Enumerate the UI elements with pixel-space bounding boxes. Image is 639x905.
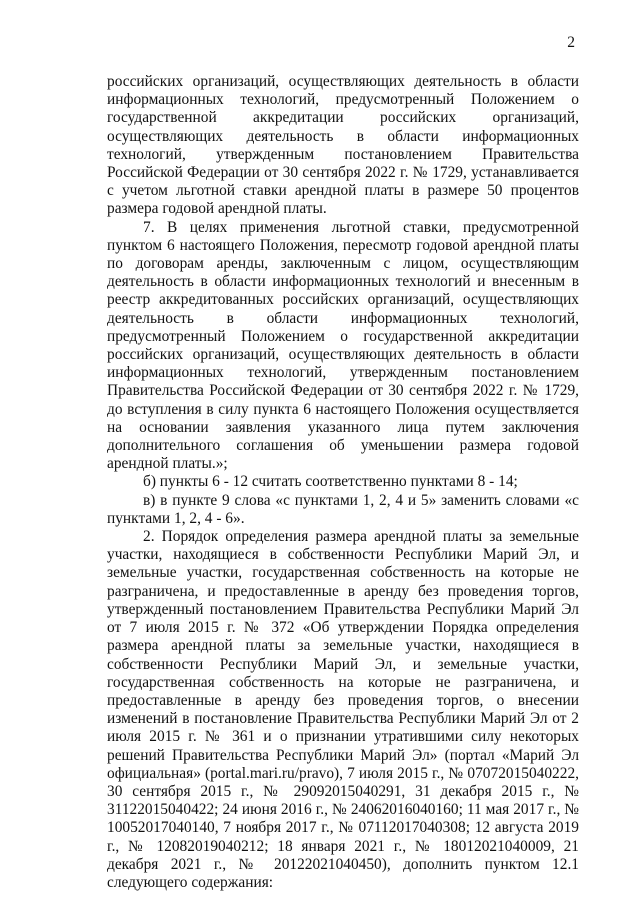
paragraph-item-7: 7. В целях применения льготной ставки, предусмотренной пунктом 6 настоящего Положения, пересмотр годовой арендной платы по договорам аренды, заключенным с лицом, осуществляющим деятельность в области информационных технологий и внесенным в реестр аккредитованных российских организаций, осуществляющих деятельность в области информационных технологий, предусмотренный Положением о государственной аккредитации российских организаций, осуществляющих деятельность в области информационных технологий, утвержденным постановлением Правительства Российской Федерации от 30 сентября 2022 г. № 1729, до вступления в силу пункта 6 настоящего Положения осуществляется на основании заявления указанного лица путем заключения дополнительного соглашения об уменьшении размера годовой арендной платы.»; — [107, 218, 579, 473]
paragraph-subitem-b: б) пункты 6 - 12 считать соответственно пунктами 8 - 14; — [143, 473, 518, 491]
paragraph-item-2: 2. Порядок определения размера арендной платы за земельные участки, находящиеся в собственности Республики Марий Эл, и земельные участки, государственная собственность на которые не разграничена, и предоставленные в аренду без проведения торгов, утвержденный постановлением Правительства Республики Марий Эл от 7 июля 2015 г. № 372 «Об утверждении Порядка определения размера арендной платы за земельные участки, находящиеся в собственности Республики Марий Эл, и земельные участки, государственная собственность на которые не разграничена, и предоставленные в аренду без проведения торгов, о внесении изменений в постановление Правительства Республики Марий Эл от 2 июля 2015 г. № 361 и о признании утратившими силу некоторых решений Правительства Республики Марий Эл» (портал «Марий Эл официальная» (portal.mari.ru/pravo), 7 июля 2015 г., № 07072015040222, 30 сентября 2015 г., № 29092015040291, 31 декабря 2015 г., № 31122015040422; 24 июня 2016 г., № 24062016040160; 11 мая 2017 г., № 10052017040140, 7 ноября 2017 г., № 07112017040308; 12 августа 2019 г., № 12082019040212; 18 января 2021 г., № 18012021040009, 21 декабря 2021 г., № 20122021040450), дополнить пунктом 12.1 следующего содержания: — [107, 528, 579, 891]
paragraph-subitem-v: в) в пункте 9 слова «с пунктами 1, 2, 4 и 5» заменить словами «с пунктами 1, 2, 4 - 6». — [107, 491, 579, 527]
document-body — [107, 73, 579, 892]
paragraph-continuation: российских организаций, осуществляющих деятельность в области информационных технологий, предусмотренный Положением о государственной аккредитации российских организаций, осуществляющих деятельность в области информационных технологий, утвержденным постановлением Правительства Российской Федерации от 30 сентября 2022 г. № 1729, устанавливается с учетом льготной ставки арендной платы в размере 50 процентов размера годовой арендной платы. — [107, 73, 579, 218]
page-number: 2 — [567, 34, 575, 51]
